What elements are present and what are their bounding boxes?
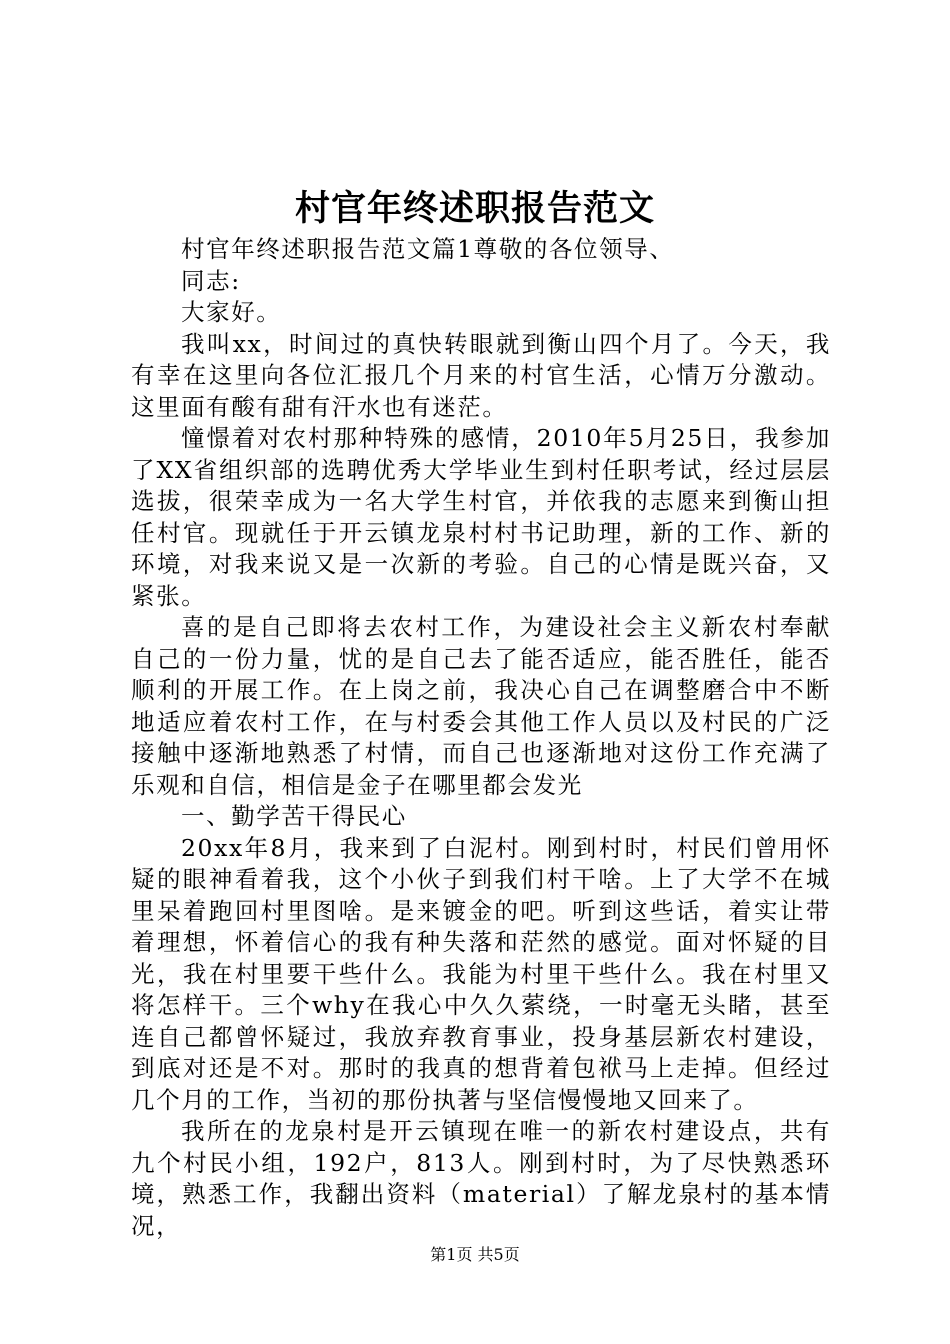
section-heading: 一、勤学苦干得民心 [181,802,407,830]
paragraph: 大家好。 [181,298,282,326]
document-body [131,234,831,1242]
page-footer: 第1页 共5页 [430,1245,520,1264]
paragraph: 村官年终述职报告范文篇1尊敬的各位领导、 [181,235,675,263]
paragraph: 同志: [181,266,241,295]
paragraph: 憧憬着对农村那种特殊的感情，2010年5月25日，我参加了XX省组织部的选聘优秀大学毕业生到村任职考试，经过层层选拔，很荣幸成为一名大学生村官，并依我的志愿来到衡山担任村官。现就任于开云镇龙泉村村书记助理，新的工作、新的环境，对我来说又是一次新的考验。自己的心情是既兴奋，又紧张。 [131,424,831,610]
document-title: 村官年终述职报告范文 [294,188,655,229]
paragraph: 我叫xx，时间过的真快转眼就到衡山四个月了。今天，我有幸在这里向各位汇报几个月来的村官生活，心情万分激动。这里面有酸有甜有汗水也有迷茫。 [131,329,831,421]
paragraph: 喜的是自己即将去农村工作，为建设社会主义新农村奉献自己的一份力量，忧的是自己去了能否适应，能否胜任，能否顺利的开展工作。在上岗之前，我决心自己在调整磨合中不断地适应着农村工作，在与村委会其他工作人员以及村民的广泛接触中逐渐地熟悉了村情，而自己也逐渐地对这份工作充满了乐观和自信，相信是金子在哪里都会发光 [131,613,831,799]
paragraph: 20xx年8月，我来到了白泥村。刚到村时，村民们曾用怀疑的眼神看着我，这个小伙子到我们村干啥。上了大学不在城里呆着跑回村里图啥。是来镀金的吧。听到这些话，着实让带着理想，怀着信心的我有种失落和茫然的感觉。面对怀疑的目光，我在村里要干些什么。我能为村里干些什么。我在村里又将怎样干。三个why在我心中久久萦绕，一时毫无头睹，甚至连自己都曾怀疑过，我放弃教育事业，投身基层新农村建设，到底对还是不对。那时的我真的想背着包袱马上走掉。但经过几个月的工作，当初的那份执著与坚信慢慢地又回来了。 [131,833,831,1114]
paragraph: 我所在的龙泉村是开云镇现在唯一的新农村建设点，共有九个村民小组，192户，813人。刚到村时，为了尽快熟悉环境，熟悉工作，我翻出资料（material）了解龙泉村的基本情况， [131,1117,831,1240]
